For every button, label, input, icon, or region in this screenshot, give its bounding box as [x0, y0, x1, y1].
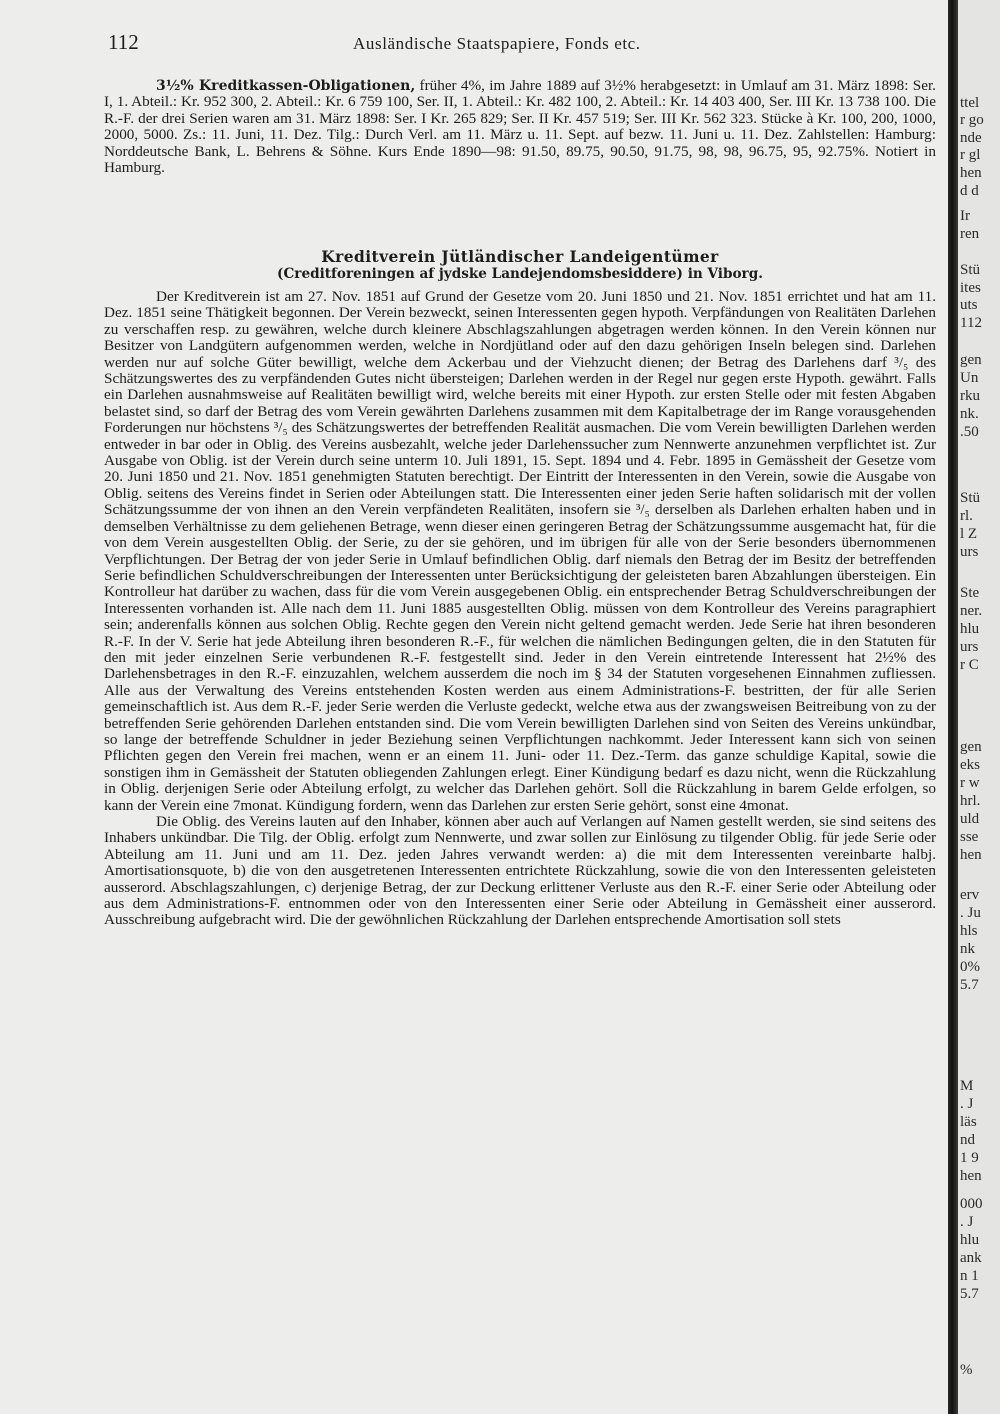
adjacent-page-fragment: rl.: [960, 508, 973, 524]
adjacent-page-fragment: . Ju: [960, 905, 981, 921]
kreditkassen-section: [104, 78, 936, 176]
adjacent-page-fragment: hen: [960, 847, 982, 863]
adjacent-page-fragment: l Z: [960, 526, 978, 542]
adjacent-page-fragment: urs: [960, 544, 979, 560]
adjacent-page-fragment: 5.7: [960, 977, 979, 993]
adjacent-page-fragment: hlu: [960, 621, 980, 637]
adjacent-page-fragment: r C: [960, 657, 979, 673]
adjacent-page-fragment: r w: [960, 775, 980, 791]
section-heading: [104, 248, 936, 283]
kreditverein-body: [104, 289, 936, 929]
adjacent-page-fragment: M: [960, 1078, 974, 1094]
adjacent-page-fragment: hen: [960, 1168, 982, 1184]
adjacent-page-fragment: ites: [960, 280, 981, 296]
adjacent-page-fragment: läs: [960, 1114, 977, 1130]
adjacent-page-fragment: .50: [960, 424, 979, 440]
running-head: Ausländische Staatspapiere, Fonds etc.: [353, 34, 641, 53]
adjacent-page-fragment: rku: [960, 388, 980, 404]
adjacent-page-fragment: hen: [960, 165, 982, 181]
adjacent-page-fragment: Ir: [960, 208, 970, 224]
heading-title: Kreditverein Jütländischer Landeigentümer: [321, 247, 719, 266]
adjacent-page-fragment: nd: [960, 1132, 975, 1148]
adjacent-page-fragment: r gl: [960, 147, 981, 163]
page-header: [108, 30, 936, 60]
body-paragraph-2: Die Oblig. des Vereins lauten auf den Inhaber, können aber auch auf Verlangen auf Namen gestellt werden, sie sind seitens des Inhabers unkündbar. Die Tilg. der Oblig. erfolgt zum Nennwerte, und zwar sollen zur Einlösung zu tilgender Oblig. für jede Serie oder Abteilung am 11. Juni und am 11. Dez. jeden Jahres verwandt werden: a) die mit dem Interessenten vereinbarte halbj. Amortisationsquote, b) die von den ausgetretenen Interessenten entrichtete Rückzahlung, sowie die von den Interessenten geleisteten ausserord. Abschlagszahlungen, c) derjenige Betrag, der zur Deckung erlittener Verluste aus den R.-F. einer Serie oder Abteilung oder aus dem Administrations-F. entnommen oder von den Interessenten einer Serie oder Abteilung in Gemässheit einer ausserord. Ausschreibung aufgebracht wird. Die der gewöhnlichen Rückzahlung der Darlehen entsprechende Amortisation soll stets: [104, 813, 936, 929]
adjacent-page-fragment: ren: [960, 226, 980, 242]
adjacent-page-fragment: erv: [960, 887, 980, 903]
body-paragraph-1: Der Kreditverein ist am 27. Nov. 1851 auf Grund der Gesetze vom 20. Juni 1850 und 21. Nov. 1851 errichtet und hat am 11. Dez. 1851 seine Thätigkeit begonnen. Der Verein bezweckt, seinen Interessenten gegen hypoth. Verpfändungen von Realitäten Darlehen zu verschaffen resp. zu gewähren, welche durch kleinere Abschlagszahlungen abgetragen werden können. In den Verein können nur Besitzer von Landgütern aufgenommen werden, welche in Nordjütland oder auf den dazu gehörigen Inseln belegen sind. Darlehen werden nur auf solche Güter bewilligt, welche dem Ackerbau und der Viehzucht dienen; der Betrag des Darlehens darf ³/₅ des Schätzungswertes des zu verpfändenden Gutes nicht übersteigen; Darlehen werden in der Regel nur gegen erste Hypoth. gewährt. Falls ein Darlehen ausnahmsweise auf Realitäten bewilligt wird, welche bereits mit einer Hypoth. zur ersten Stelle oder mit festen Abgaben belastet sind, so darf der Betrag des vom Verein gewährten Darlehens zusammen mit dem Kapitalbetrage der im Range vorausgehenden Forderungen nur höchstens ³/₅ des Schätzungswertes der betreffenden Realität ausmachen. Die vom Verein bewilligten Darlehen werden entweder in bar oder in Oblig. des Vereins ausbezahlt, welche jeder Darlehenssucher zum Nennwerte anzunehmen verpflichtet ist. Zur Ausgabe von Oblig. ist der Verein durch seine unterm 10. Juli 1891, 15. Sept. 1894 und 4. Febr. 1895 in Gemässheit der Gesetze vom 20. Juni 1850 und 21. Nov. 1851 genehmigten Statuten berechtigt. Der Eintritt der Interessenten in den Verein, sowie die Ausgabe von Oblig. seitens des Vereins findet in Serien oder Abteilungen statt. Die Interessenten einer jeden Serie haften solidarisch mit der vollen Schätzungssumme der von ihnen an den Verein verpfändeten Realitäten, insofern sie ³/₅ derselben als Darlehen erhalten haben und in demselben Verhältnisse zu dem geliehenen Betrage, wenn dieser einen geringeren Betrag der Schätzungssumme ausgemacht hat, für die von dem Verein ausgestellten Oblig. der Serie, zu der sie gehören, und im übrigen für alle von der Serie besonders übernommenen Verpflichtungen. Der Betrag der von jeder Serie in Umlauf befindlichen Oblig. darf niemals den Betrag der im Besitz der betreffenden Serie befindlichen Schuldverschreibungen der Interessenten unter Berücksichtigung der geleisteten baren Abzahlungen übersteigen. Ein Kontrolleur hat darüber zu wachen, dass für die vom Verein ausgegebenen Oblig. ein entsprechender Betrag Schuldverschreibungen der Interessenten vorhanden ist. Alle nach dem 11. Juni 1885 ausgestellten Oblig. müssen von dem Kontrolleur des Vereins paragraphiert sein; anderenfalls können aus solchen Oblig. Rechte gegen den Verein nicht geltend gemacht werden. Jede Serie hat ihren besonderen R.-F. In der V. Serie hat jede Abteilung ihren besonderen R.-F., für welchen die nämlichen Bedingungen gelten, die in den Statuten für den mit jeder einzelnen Serie verbundenen R.-F. festgestellt sind. Jeder in den Verein eintretende Interessent hat 2½% des Darlehensbetrages in den R.-F. einzuzahlen, welchem ausserdem die noch im § 34 der Statuten vorgesehenen Einnahmen zufliessen. Alle aus der Verwaltung des Vereins entstehenden Kosten werden aus einem Administrations-F. bestritten, der für alle Serien gemeinschaftlich ist. Aus dem R.-F. jeder Serie werden die Verluste gedeckt, welche etwa aus der zwangsweisen Beitreibung von zu der betreffenden Serie gehörenden Darlehen entstanden sind. Die vom Verein bewilligten Darlehen sind von Seiten des Vereins unkündbar, so lange der betreffende Schuldner in jeder Beziehung seinen Verpflichtungen nachkommt. Jeder Interessent kann sich von seinen Pflichten gegen den Verein frei machen, wenn er an einem 11. Juni- oder 11. Dez.-Term. das ganze schuldige Kapital, sowie die sonstigen ihm in Gemässheit der Statuten obliegenden Zahlungen erlegt. Einer Kündigung bedarf es dazu nicht, wenn die Rückzahlung in Oblig. derjenigen Serie oder Abteilung erfolgt, zu welcher das Darlehen gehört. Soll die Rückzahlung in barem Gelde erfolgen, so kann der Verein eine 7monat. Kündigung fordern, wenn das Darlehen zur ersten Serie gehört, sonst eine 4monat.: [104, 288, 936, 814]
kreditkassen-text: früher 4%, im Jahre 1889 auf 3½% herabgesetzt: in Umlauf am 31. März 1898: Ser. I, 1. Abteil.: Kr. 952 300, 2. Abteil.: Kr. 6 759 100, Ser. II, 1. Abteil.: Kr. 482 100, 2. Abteil.: Kr. 14 403 400, Ser. III Kr. 13 738 100. Die R.-F. der drei Serien waren am 31. März 1898: Ser. I Kr. 265 829; Ser. II Kr. 457 519; Ser. III Kr. 562 323. Stücke à Kr. 100, 200, 1000, 2000, 5000. Zs.: 11. Juni, 11. Dez. Tilg.: Durch Verl. am 11. März u. 11. Sept. auf bezw. 11. Juni u. 11. Dez. Zahlstellen: Hamburg: Norddeutsche Bank, L. Behrens & Söhne. Kurs Ende 1890—98: 91.50, 89.75, 90.50, 91.75, 98, 98, 96.75, 95, 92.75%. Notiert in Hamburg.: [104, 77, 936, 177]
adjacent-page-fragment: uts: [960, 297, 978, 313]
adjacent-page-fragment: r go: [960, 112, 984, 128]
adjacent-page-fragment: ner.: [960, 603, 983, 619]
book-gutter: [948, 0, 958, 1414]
adjacent-page-fragment: hrl.: [960, 793, 981, 809]
adjacent-page-fragment: 5.7: [960, 1286, 979, 1302]
adjacent-page-fragment: urs: [960, 639, 979, 655]
adjacent-page-fragment: nde: [960, 130, 982, 146]
adjacent-page-fragment: . J: [960, 1214, 974, 1230]
adjacent-page-fragment: 112: [960, 315, 982, 331]
adjacent-page-fragment: Stü: [960, 262, 981, 278]
adjacent-page-fragment: n 1: [960, 1268, 979, 1284]
adjacent-page-fragment: nk: [960, 941, 975, 957]
adjacent-page-fragment: ank: [960, 1250, 982, 1266]
adjacent-page-fragment: Ste: [960, 585, 980, 601]
adjacent-page-fragment: 1 9: [960, 1150, 979, 1166]
adjacent-page-fragment: uld: [960, 811, 980, 827]
adjacent-page-fragment: d d: [960, 183, 979, 199]
adjacent-page-fragment: gen: [960, 352, 982, 368]
heading-subtitle: (Creditforeningen af jydske Landejendomsbesiddere) in Viborg.: [277, 266, 763, 282]
adjacent-page-fragment: %: [960, 1362, 973, 1378]
adjacent-page-fragment: hlu: [960, 1232, 980, 1248]
page-number: 112: [108, 30, 139, 54]
adjacent-page-fragment: hls: [960, 923, 978, 939]
kreditkassen-lead: 3½% Kreditkassen-Obligationen,: [156, 78, 416, 94]
adjacent-page-fragment: ttel: [960, 95, 980, 111]
adjacent-page-fragment: sse: [960, 829, 979, 845]
adjacent-page-fragment: 000: [960, 1196, 983, 1212]
adjacent-page-fragment: nk.: [960, 406, 979, 422]
adjacent-page-fragment: Stü: [960, 490, 981, 506]
adjacent-page-fragment: eks: [960, 757, 980, 773]
adjacent-page-fragment: Un: [960, 370, 979, 386]
adjacent-page-fragment: . J: [960, 1096, 974, 1112]
adjacent-page-fragment: 0%: [960, 959, 980, 975]
adjacent-page-edge: [958, 0, 1000, 1414]
adjacent-page-fragment: gen: [960, 739, 982, 755]
